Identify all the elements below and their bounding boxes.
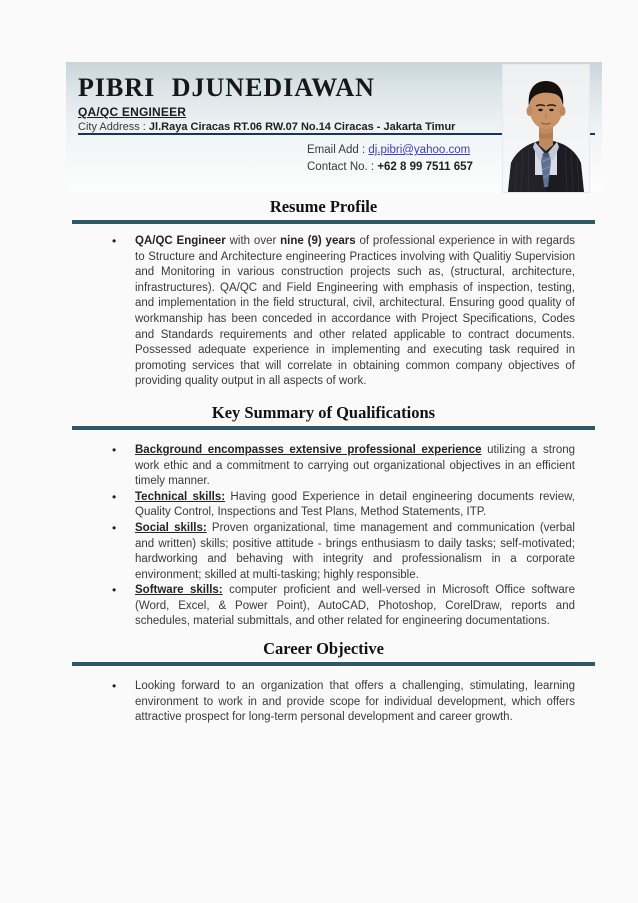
bullet-text: Social skills: Proven organizational, time management and communication (verbal and written) skills; positive attitude - brings enthusiasm to daily tasks; self-motivated; hardworking and behaving with integrity and professionalism in a corporate environment; skilled at multi-tasking; highly responsible. bbox=[135, 521, 575, 581]
applicant-address bbox=[78, 121, 455, 133]
list-item bbox=[72, 490, 595, 521]
heading-rule bbox=[72, 662, 595, 666]
section-heading-resume-profile: Resume Profile bbox=[269, 197, 378, 216]
bullet-text: Background encompasses extensive professional experience utilizing a strong work ethic and a commitment to carrying out organizational objectives in an efficient timely manner. bbox=[135, 443, 576, 488]
heading-rule bbox=[72, 426, 595, 430]
contact-row bbox=[307, 159, 473, 176]
contact-block bbox=[307, 142, 473, 176]
email-link[interactable]: dj.pibri@yahoo.com bbox=[368, 144, 471, 156]
bullet-text: Software skills: computer proficient and well-versed in Microsoft Office software (Word, Excel, & Power Point), AutoCAD, Photoshop, CorelDraw, reports and schedules, material submittals, and other related for engineering documentations. bbox=[135, 584, 575, 628]
address-label: City Address : bbox=[78, 121, 149, 133]
contact-label: Contact No. : bbox=[307, 161, 378, 173]
applicant-photo-illustration bbox=[503, 65, 589, 192]
header-panel bbox=[66, 62, 602, 192]
resume-profile-list bbox=[72, 234, 595, 390]
applicant-photo bbox=[503, 65, 589, 192]
bullet-text: Technical skills: Having good Experience in detail engineering documents review, Quality Control, Inspections and Test Plans, Method Statements, ITP. bbox=[135, 490, 575, 519]
email-label: Email Add : bbox=[307, 144, 369, 156]
list-item bbox=[72, 583, 595, 630]
bullet-icon: • bbox=[112, 442, 117, 457]
section-heading-career-objective: Career Objective bbox=[263, 639, 384, 659]
list-item bbox=[72, 443, 595, 490]
section-heading-key-summary: Key Summary of Qualifications bbox=[211, 402, 436, 422]
key-summary-list bbox=[72, 443, 595, 630]
career-objective-list bbox=[72, 679, 595, 726]
list-item bbox=[72, 679, 595, 726]
bullet-text: QA/QC Engineer with over nine (9) years of professional experience in with regards to Structure and Architecture engineering Practices involving with Qualitiy Supervision and Monitoring in various construction projects such as, (structural, architecture, infrastructures). QA/QC and Field Engineering with emphasis of inspection, testing, and implementation in the field structural, civil, architectural. Ensuring good quality of workmanship has been conceded in accordance with Project Specifications, Codes and Standards requirements and other related applicable to contract documents. Possessed adequate experience in implementing and executing task required in promoting services that will correlate in obtaining common company objectives of providing quality output in all aspects of work. bbox=[135, 235, 575, 388]
applicant-role-title: QA/QC ENGINEER bbox=[78, 105, 187, 119]
bullet-icon: • bbox=[112, 234, 117, 248]
bullet-icon: • bbox=[112, 583, 117, 598]
resume-content bbox=[72, 190, 595, 726]
heading-rule bbox=[72, 220, 595, 224]
email-row bbox=[307, 142, 473, 159]
bullet-text: Looking forward to an organization that offers a challenging, stimulating, learning environment to work in and provide scope for individual development, which offers attractive prospect for long-term personal development and career growth. bbox=[135, 680, 575, 724]
address-value: Jl.Raya Ciracas RT.06 RW.07 No.14 Ciracas - Jakarta Timur bbox=[148, 121, 456, 133]
list-item bbox=[72, 521, 595, 583]
bullet-icon: • bbox=[112, 520, 117, 535]
bullet-icon: • bbox=[112, 489, 117, 504]
list-item bbox=[72, 234, 595, 390]
bullet-icon: • bbox=[112, 679, 117, 694]
contact-number: +62 8 99 7511 657 bbox=[377, 161, 473, 173]
applicant-name: PIBRI DJUNEDIAWAN bbox=[78, 73, 375, 102]
